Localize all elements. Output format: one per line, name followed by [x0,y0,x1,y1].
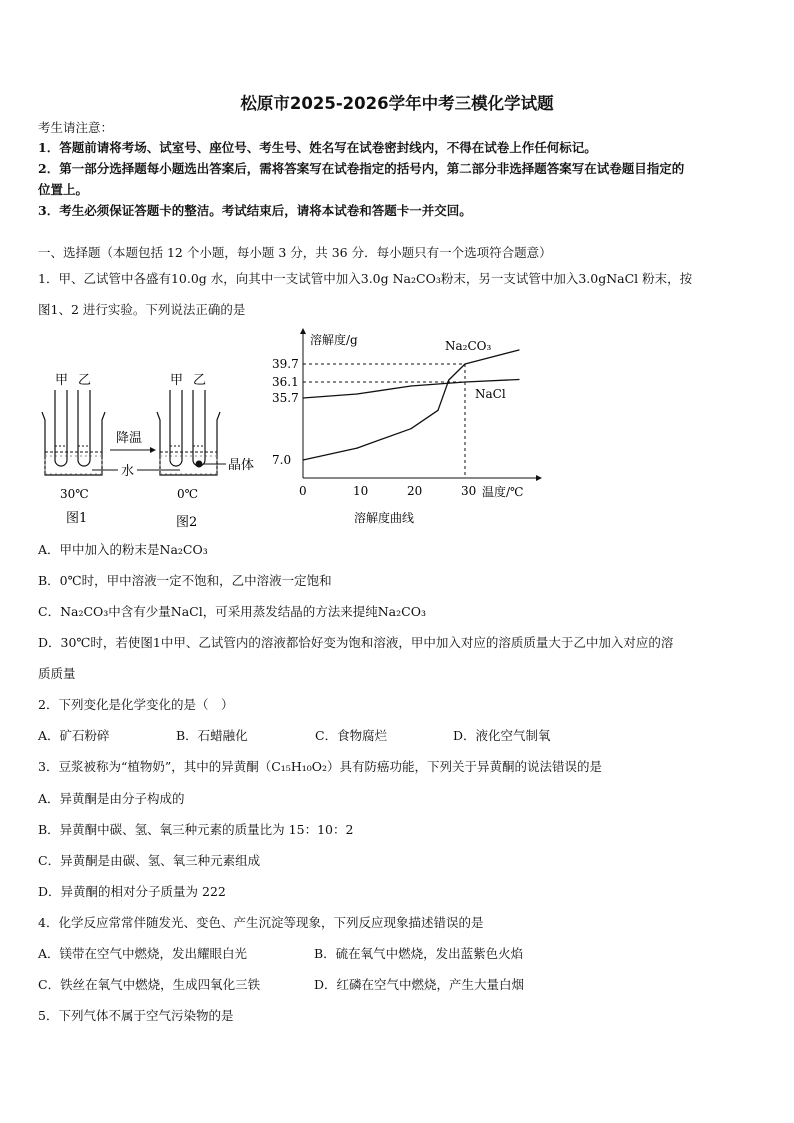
x-axis-arrow [536,475,542,481]
q3-option-c: C．异黄酮是由碳、氢、氧三种元素组成 [38,853,261,868]
tube-a-1 [55,390,67,466]
notice-item-1: 1．答题前请将考场、试室号、座位号、考生号、姓名写在试卷密封线内，不得在试卷上作任何标记。 [38,140,597,155]
data-point-nacl-40 [518,379,519,380]
q4-option-c: C．铁丝在氧气中燃烧，生成四氧化三铁 [38,977,261,992]
tube-a-2 [170,390,182,466]
y-tick-label-7-0: 7.0 [272,453,292,467]
fig2-caption: 图2 [176,515,198,530]
q4-stem: 4．化学反应常常伴随发光、变色、产生沉淀等现象，下列反应现象描述错误的是 [38,915,484,930]
q2-option-d: D．液化空气制氧 [453,728,551,743]
beaker-1 [42,412,105,475]
experiment-figure [30,360,270,530]
beaker-2-water [160,456,217,474]
crystal-deposit [196,461,203,468]
data-point-nacl-20 [410,385,411,386]
x-tick-label-30: 30 [461,484,477,498]
data-point-na2co3-27 [448,379,449,380]
q3-option-b: B．异黄酮中碳、氢、氧三种元素的质量比为 15：10：2 [38,822,354,837]
data-point-nacl-10 [356,393,357,394]
q5-stem: 5．下列气体不属于空气污染物的是 [38,1008,234,1023]
water-label: 水 [121,464,135,479]
q1-option-d-cont: 质质量 [38,666,76,681]
arrow-head [150,447,156,453]
x-axis-label: 温度/℃ [482,485,524,499]
q1-stem-line2: 图1、2 进行实验。下列说法正确的是 [38,302,246,317]
crystal-label: 晶体 [228,458,255,473]
series-line-na2co3 [303,350,519,460]
fig1-caption: 图1 [66,511,88,526]
tube-b-label-fig2: 乙 [193,373,207,388]
q1-stem-line1: 1．甲、乙试管中各盛有10.0g 水，向其中一支试管中加入3.0g Na₂CO₃粉末，另一支试管中加入3.0gNaCl 粉末，按 [38,271,693,286]
q1-option-a: A．甲中加入的粉末是Na₂CO₃ [38,542,208,557]
y-axis-label: 溶解度/g [310,333,358,347]
q1-option-b: B．0℃时，甲中溶液一定不饱和，乙中溶液一定饱和 [38,573,332,588]
data-point-nacl-0 [302,397,303,398]
page-title: 松原市2025-2026学年中考三模化学试题 [240,94,554,113]
x-tick-label-10: 10 [353,484,369,498]
x-tick-label-0: 0 [299,484,307,498]
q1-option-d: D．30℃时，若使图1中甲、乙试管内的溶液都恰好变为饱和溶液，甲中加入对应的溶质质量大于乙中加入对应的溶 [38,635,674,650]
temp-fig1: 30℃ [60,487,89,501]
tube-b-label-fig1: 乙 [78,373,92,388]
notice-item-2-cont: 位置上。 [38,182,89,197]
chart-title: 溶解度曲线 [354,511,415,525]
q4-option-d: D．红磷在空气中燃烧，产生大量白烟 [314,977,525,992]
notice-item-3: 3．考生必须保证答题卡的整洁。考试结束后，请将本试卷和答题卡一并交回。 [38,203,472,218]
data-point-na2co3-40 [518,349,519,350]
y-tick-label-35-7: 35.7 [272,391,299,405]
beaker-2 [157,412,220,475]
tube-a-label-fig2: 甲 [170,373,184,388]
q1-option-c: C．Na₂CO₃中含有少量NaCl，可采用蒸发结晶的方法来提纯Na₂CO₃ [38,604,426,619]
data-point-na2co3-0 [302,459,303,460]
tube-b-2 [193,390,205,466]
data-point-nacl-30 [464,381,465,382]
notice-item-2: 2．第一部分选择题每小题选出答案后，需将答案写在试卷指定的括号内，第二部分非选择题答案写在试卷题目指定的 [38,161,685,176]
q2-option-b: B．石蜡融化 [176,728,248,743]
data-point-na2co3-20 [410,428,411,429]
y-axis-arrow [300,328,306,334]
x-tick-label-20: 20 [407,484,423,498]
cooling-label: 降温 [116,431,143,446]
q2-option-c: C．食物腐烂 [315,728,388,743]
beaker-1-water [45,456,102,474]
tube-a-label-fig1: 甲 [55,373,69,388]
data-point-na2co3-25 [437,410,438,411]
data-point-na2co3-30 [464,363,465,364]
y-tick-label-39-7: 39.7 [272,357,299,371]
q3-option-d: D．异黄酮的相对分子质量为 222 [38,884,226,899]
notice-heading: 考生请注意： [38,120,114,135]
data-point-na2co3-10 [356,448,357,449]
q2-stem: 2．下列变化是化学变化的是（ ） [38,697,234,712]
temp-fig2: 0℃ [177,487,199,501]
q4-option-b: B．硫在氧气中燃烧，发出蓝紫色火焰 [314,946,524,961]
y-tick-label-36-1: 36.1 [272,375,299,389]
series-label-na2co3: Na₂CO₃ [445,339,492,353]
q4-option-a: A．镁带在空气中燃烧，发出耀眼白光 [38,946,248,961]
series-label-nacl: NaCl [475,387,506,401]
tube-b-1 [78,390,90,466]
q3-stem: 3．豆浆被称为“植物奶”，其中的异黄酮（C₁₅H₁₀O₂）具有防癌功能，下列关于异黄酮的说法错误的是 [38,759,603,774]
q3-option-a: A．异黄酮是由分子构成的 [38,791,185,806]
q2-option-a: A．矿石粉碎 [38,728,110,743]
section-heading: 一、选择题（本题包括 12 个小题，每小题 3 分，共 36 分．每小题只有一个选项符合题意） [38,245,552,260]
solubility-chart [270,328,560,528]
